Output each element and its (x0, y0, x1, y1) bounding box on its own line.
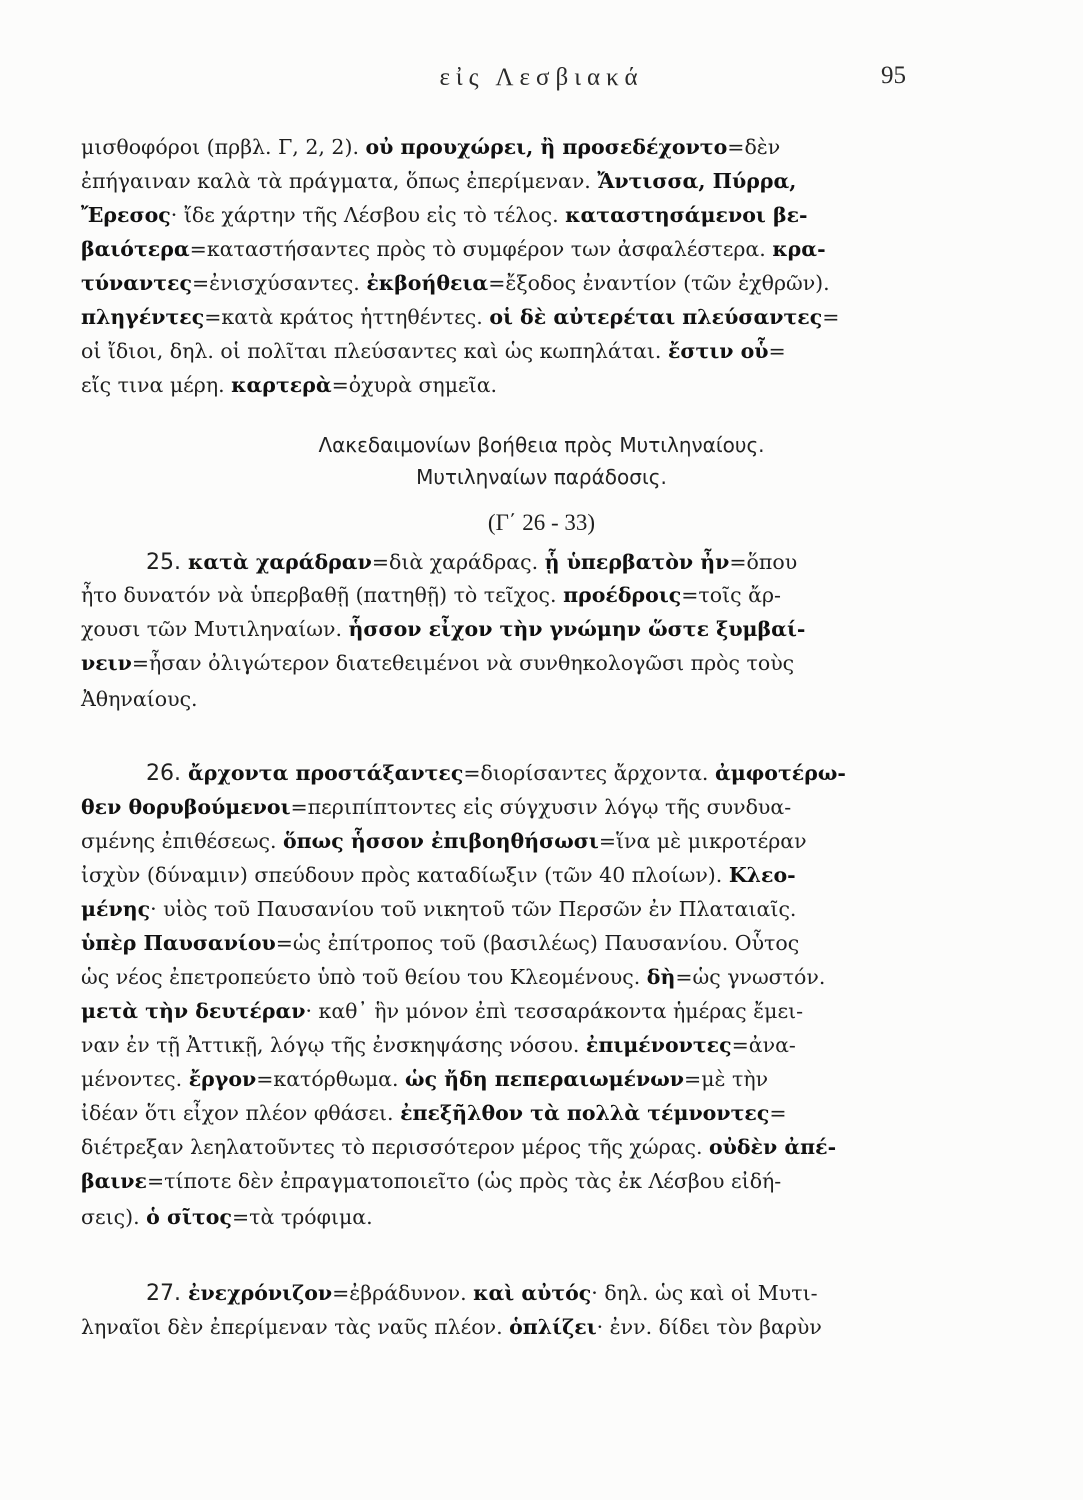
text-line: 25. κατὰ χαράδραν=διὰ χαράδρας. ᾗ ὑπερβατὸν ἦν=ὅπου (146, 550, 798, 575)
text-line: μένης· υἱὸς τοῦ Παυσανίου τοῦ νικητοῦ τῶν Περσῶν ἐν Πλαταιαῖς. (81, 897, 797, 921)
text-line: Ἀθηναίους. (81, 687, 198, 711)
text-line: σμένης ἐπιθέσεως. ὅπως ἧσσον ἐπιβοηθήσωσι=ἵνα μὲ μικροτέραν (81, 829, 807, 853)
section-reference: (Γ΄ 26 - 33) (487, 510, 596, 535)
text-line: πληγέντες=κατὰ κράτος ἡττηθέντες. οἱ δὲ αὐτερέται πλεύσαντες= (81, 305, 840, 329)
text-line: μένοντες. ἔργον=κατόρθωμα. ὡς ἤδη πεπεραιωμένων=μὲ τὴν (81, 1067, 769, 1091)
text-line: ὑπὲρ Παυσανίου=ὡς ἐπίτροπος τοῦ (βασιλέως) Παυσανίου. Οὗτος (81, 931, 800, 955)
text-line: ναν ἐν τῇ Ἀττικῇ, λόγῳ τῆς ἐνσκηψάσης νόσου. ἐπιμένοντες=ἀνα- (81, 1033, 796, 1057)
text-line: Ἔρεσος· ἴδε χάρτην τῆς Λέσβου εἰς τὸ τέλος. καταστησάμενοι βε- (81, 203, 808, 227)
text-line: 27. ἐνεχρόνιζον=ἐβράδυνον. καὶ αὐτός· δηλ. ὡς καὶ οἱ Μυτι- (146, 1281, 818, 1306)
text-line: διέτρεξαν λεηλατοῦντες τὸ περισσότερον μέρος τῆς χώρας. οὐδὲν ἀπέ- (81, 1135, 837, 1159)
text-line: οἱ ἴδιοι, δηλ. οἱ πολῖται πλεύσαντες καὶ ὡς κωπηλάται. ἔστιν οὗ= (81, 339, 786, 363)
section-heading-line2: Μυτιληναίων παράδοσις. (416, 465, 667, 489)
running-title: εἰς Λεσβιακά (439, 64, 644, 91)
section-heading-line1: Λακεδαιμονίων βοήθεια πρὸς Μυτιληναίους. (318, 433, 765, 457)
text-line: μισθοφόροι (πρβλ. Γ, 2, 2). οὐ προυχώρει, ἢ προσεδέχοντο=δὲν (81, 135, 781, 159)
text-line: ὡς νέος ἐπετροπεύετο ὑπὸ τοῦ θείου του Κλεομένους. δὴ=ὡς γνωστόν. (81, 965, 826, 989)
text-line: ἰδέαν ὅτι εἶχον πλέον φθάσει. ἐπεξῆλθον τὰ πολλὰ τέμνοντες= (81, 1101, 787, 1125)
text-line: ἦτο δυνατόν νὰ ὑπερβαθῇ (πατηθῇ) τὸ τεῖχος. προέδροις=τοῖς ἄρ- (81, 583, 781, 607)
text-line: θεν θορυβούμενοι=περιπίπτοντες εἰς σύγχυσιν λόγῳ τῆς συνδυα- (81, 795, 792, 819)
text-line: βαινε=τίποτε δὲν ἐπραγματοποιεῖτο (ὡς πρὸς τὰς ἐκ Λέσβου εἰδή- (81, 1169, 782, 1193)
text-line: εἴς τινα μέρη. καρτερὰ=ὀχυρὰ σημεῖα. (81, 373, 498, 397)
text-line: νειν=ἦσαν ὀλιγώτερον διατεθειμένοι νὰ συνθηκολογῶσι πρὸς τοὺς (81, 651, 795, 675)
text-line: μετὰ τὴν δευτέραν· καθ᾽ ἣν μόνον ἐπὶ τεσσαράκοντα ἡμέρας ἔμει- (81, 999, 804, 1023)
page-number: 95 (881, 62, 906, 89)
text-line: χουσι τῶν Μυτιληναίων. ἧσσον εἶχον τὴν γνώμην ὥστε ξυμβαί- (81, 617, 806, 641)
text-line: 26. ἄρχοντα προστάξαντες=διορίσαντες ἄρχοντα. ἀμφοτέρω- (146, 761, 846, 786)
text-line: σεις). ὁ σῖτος=τὰ τρόφιμα. (81, 1205, 373, 1229)
text-line: ἰσχὺν (δύναμιν) σπεύδουν πρὸς καταδίωξιν (τῶν 40 πλοίων). Κλεο- (81, 863, 796, 887)
text-line: ληναῖοι δὲν ἐπερίμεναν τὰς ναῦς πλέον. ὁπλίζει· ἐνν. δίδει τὸν βαρὺν (81, 1315, 822, 1339)
text-line: ἐπήγαιναν καλὰ τὰ πράγματα, ὅπως ἐπερίμεναν. Ἄντισσα, Πύρρα, (81, 169, 797, 193)
text-line: βαιότερα=καταστήσαντες πρὸς τὸ συμφέρον των ἀσφαλέστερα. κρα- (81, 237, 826, 261)
text-line: τύναντες=ἐνισχύσαντες. ἐκβοήθεια=ἔξοδος ἐναντίον (τῶν ἐχθρῶν). (81, 271, 830, 295)
